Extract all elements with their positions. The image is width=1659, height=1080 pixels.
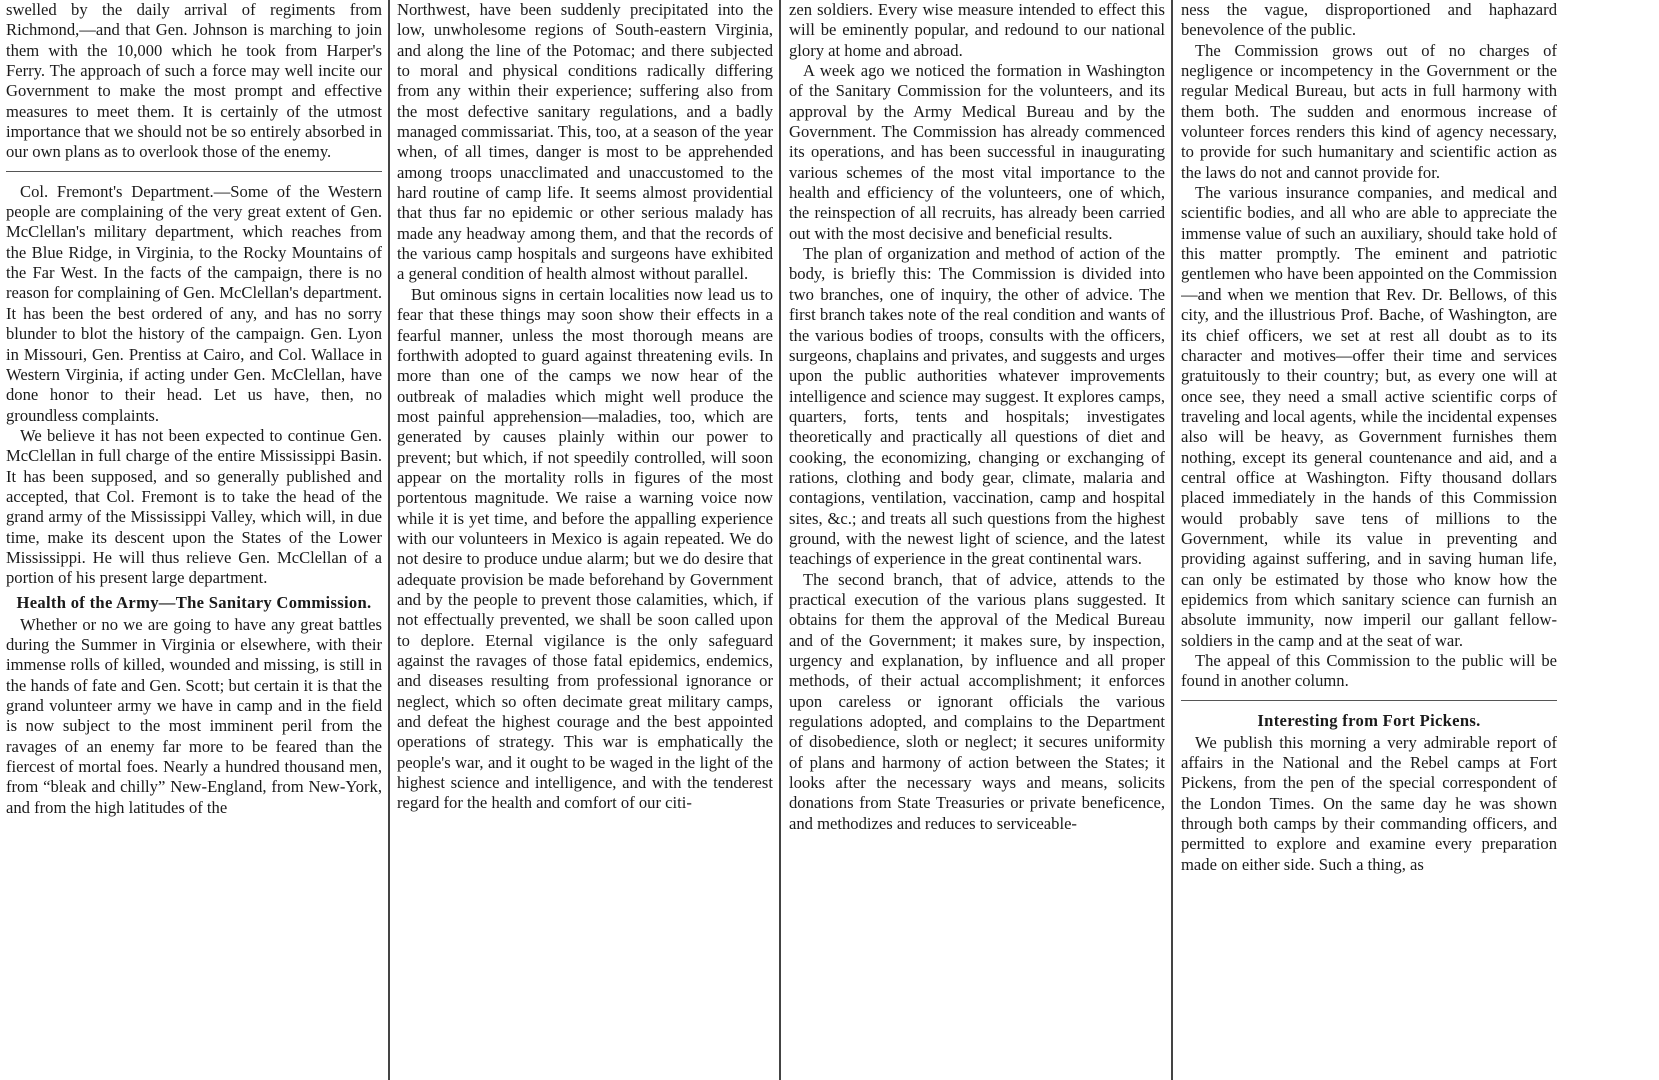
- article-paragraph: We believe it has not been expected to continue Gen. McClellan in full charge of the entire Mississippi Basin. It has been supposed, and so generally published and accepted, that Col. Fremont is to take the head of the grand army of the Mississippi Valley, which will, in due time, make its descent upon the States of the Lower Mississippi. He will thus relieve Gen. McClellan of a portion of his present large department.: [6, 425, 382, 588]
- article-paragraph: zen soldiers. Every wise measure intended to effect this will be eminently popular, and redound to our national glory at home and abroad.: [789, 0, 1165, 60]
- article-paragraph: The appeal of this Commission to the public will be found in another column.: [1181, 651, 1557, 691]
- article-paragraph: But ominous signs in certain localities now lead us to fear that these things may soon show their effects in a fearful manner, unless the most thorough means are forthwith adopted to guard against threatening evils. In more than one of the camps we now hear of the outbreak of maladies which might well produce the most painful apprehension—maladies, too, which are generated by causes plainly within our power to prevent; but which, if not speedily controlled, will soon appear on the mortality rolls in figures of the most portentous magnitude. We raise a warning voice now while it is yet time, and before the appalling experience with our volunteers in Mexico is again repeated. We do not desire to produce undue alarm; but we do desire that adequate provision be made beforehand by Government and by the people to prevent those calamities, which, if not effectually prevented, we shall be soon called upon to deplore. Eternal vigilance is the only safeguard against the ravages of those fatal epidemics, endemics, and diseases resulting from professional ignorance or neglect, which so often decimate great military camps, and defeat the highest courage and the best appointed operations of strategy. This war is emphatically the people's war, and it ought to be waged in the light of the highest science and intelligence, and with the tenderest regard for the health and comfort of our citi-: [397, 284, 773, 813]
- article-paragraph: The second branch, that of advice, attends to the practical execution of the various plans suggested. It obtains for them the approval of the Medical Bureau and of the Government; it makes sure, by inspection, urgency and explanation, by influence and all proper methods, of their actual accomplishment; it enforces upon careless or ignorant officials the various regulations adopted, and complains to the Department of disobedience, sloth or neglect; it secures uniformity of plans and harmony of action between the States; it looks after the necessary ways and means, solicits donations from State Treasuries or private beneficence, and methodizes and reduces to serviceable-: [789, 569, 1165, 833]
- newspaper-column-2: [397, 0, 773, 1080]
- column-rule: [779, 0, 781, 1080]
- article-paragraph: The Commission grows out of no charges of negligence or incompetency in the Government or the regular Medical Bureau, but acts in full harmony with them both. The sudden and enormous increase of volunteer forces renders this kind of agency necessary, to provide for such humanitary and scientific action as the laws do not and cannot provide for.: [1181, 40, 1557, 182]
- newspaper-column-3: [789, 0, 1165, 1080]
- article-paragraph: The plan of organization and method of action of the body, is briefly this: The Commission is divided into two branches, one of inquiry, the other of advice. The first branch takes note of the real condition and wants of the various bodies of troops, consults with the officers, surgeons, chaplains and privates, and suggests and urges upon the public authorities whatever improvements intelligence and science may suggest. It explores camps, quarters, forts, tents and hospitals; investigates theoretically and practically all questions of diet and cooking, the economizing, changing or exchanging of rations, clothing and body gear, climate, malaria and contagions, ventilation, vaccination, camp and hospital sites, &c.; and treats all such questions from the highest ground, with the newest light of science, and the latest teachings of experience in the great continental wars.: [789, 244, 1165, 569]
- article-paragraph: ness the vague, disproportioned and haphazard benevolence of the public.: [1181, 0, 1557, 40]
- section-divider: [6, 171, 382, 172]
- column-rule: [388, 0, 390, 1080]
- article-paragraph: Col. Fremont's Department.—Some of the Western people are complaining of the very great extent of Gen. McClellan's military department, which reaches from the Blue Ridge, in Virginia, to the Rocky Mountains of the Far West. In the facts of the campaign, there is no reason for complaining of Gen. McClellan's department. It has been the best ordered of any, and has no sorry blunder to blot the history of the campaign. Gen. Lyon in Missouri, Gen. Prentiss at Cairo, and Col. Wallace in Western Virginia, if acting under Gen. McClellan, have done honor to their head. Let us have, then, no groundless complaints.: [6, 181, 382, 425]
- article-headline: Interesting from Fort Pickens.: [1257, 710, 1481, 730]
- article-paragraph: The various insurance companies, and medical and scientific bodies, and all who are able to appreciate the immense value of such an auxiliary, should take hold of this matter promptly. The eminent and patriotic gentlemen who have been appointed on the Commission—and when we mention that Rev. Dr. Bellows, of this city, and the illustrious Prof. Bache, of Washington, are its chief officers, we set at rest all doubt as to its character and motives—offer their time and services gratuitously to their country; but, as every one will at once see, they need a small active scientific corps of traveling and local agents, while the incidental expenses also will be heavy, as Government furnishes them nothing, except its general countenance and aid, and a central office at Washington. Fifty thousand dollars placed immediately in the hands of this Commission would probably save tens of millions to the Government, while its value in preventing and providing against suffering, and in saving human life, can only be estimated by those who know how the epidemics from which sanitary science can furnish an absolute immunity, now imperil our gallant fellow-soldiers in the camp and at the seat of war.: [1181, 183, 1557, 650]
- article-headline: Health of the Army—The Sanitary Commission.: [16, 592, 372, 612]
- newspaper-column-1: [6, 0, 382, 1080]
- newspaper-column-4: [1181, 0, 1557, 1080]
- column-rule: [1171, 0, 1173, 1080]
- section-divider: [1181, 700, 1557, 701]
- article-paragraph: A week ago we noticed the formation in Washington of the Sanitary Commission for the volunteers, and its approval by the Army Medical Bureau and by the Government. The Commission has already commenced its operations, and has been successful in inaugurating various schemes of the most vital importance to the health and efficiency of the volunteers, one of which, the reinspection of all recruits, has already been carried out with the most decisive and beneficial results.: [789, 61, 1165, 243]
- article-paragraph: Northwest, have been suddenly precipitated into the low, unwholesome regions of South-eastern Virginia, and along the line of the Potomac; and there subjected to moral and physical conditions radically differing from any within their experience; suffering also from the most defective sanitary regulations, and a badly managed commissariat. This, too, at a season of the year when, of all times, danger is most to be apprehended among troops unacclimated and unaccustomed to the hard routine of camp life. It seems almost providential that thus far no epidemic or other serious malady has made any headway among them, and that the records of the various camp hospitals and surgeons have exhibited a general condition of health almost without parallel.: [397, 0, 773, 284]
- article-paragraph: We publish this morning a very admirable report of affairs in the National and the Rebel camps at Fort Pickens, from the pen of the special correspondent of the London Times. On the same day he was shown through both camps by their commanding officers, and permitted to explore and examine every preparation made on either side. Such a thing, as: [1181, 732, 1557, 874]
- article-paragraph: swelled by the daily arrival of regiments from Richmond,—and that Gen. Johnson is marching to join them with the 10,000 which he took from Harper's Ferry. The approach of such a force may well incite our Government to make the most prompt and effective measures to meet them. It is certainly of the utmost importance that we should not be so entirely absorbed in our own plans as to overlook those of the enemy.: [6, 0, 382, 162]
- article-paragraph: Whether or no we are going to have any great battles during the Summer in Virginia or elsewhere, with their immense rolls of killed, wounded and missing, is still in the hands of fate and Gen. Scott; but certain it is that the grand volunteer army we have in camp and in the field is now subject to the most imminent peril from the ravages of an enemy far more to be feared than the fiercest of mortal foes. Nearly a hundred thousand men, from “bleak and chilly” New-England, from New-York, and from the high latitudes of the: [6, 614, 382, 817]
